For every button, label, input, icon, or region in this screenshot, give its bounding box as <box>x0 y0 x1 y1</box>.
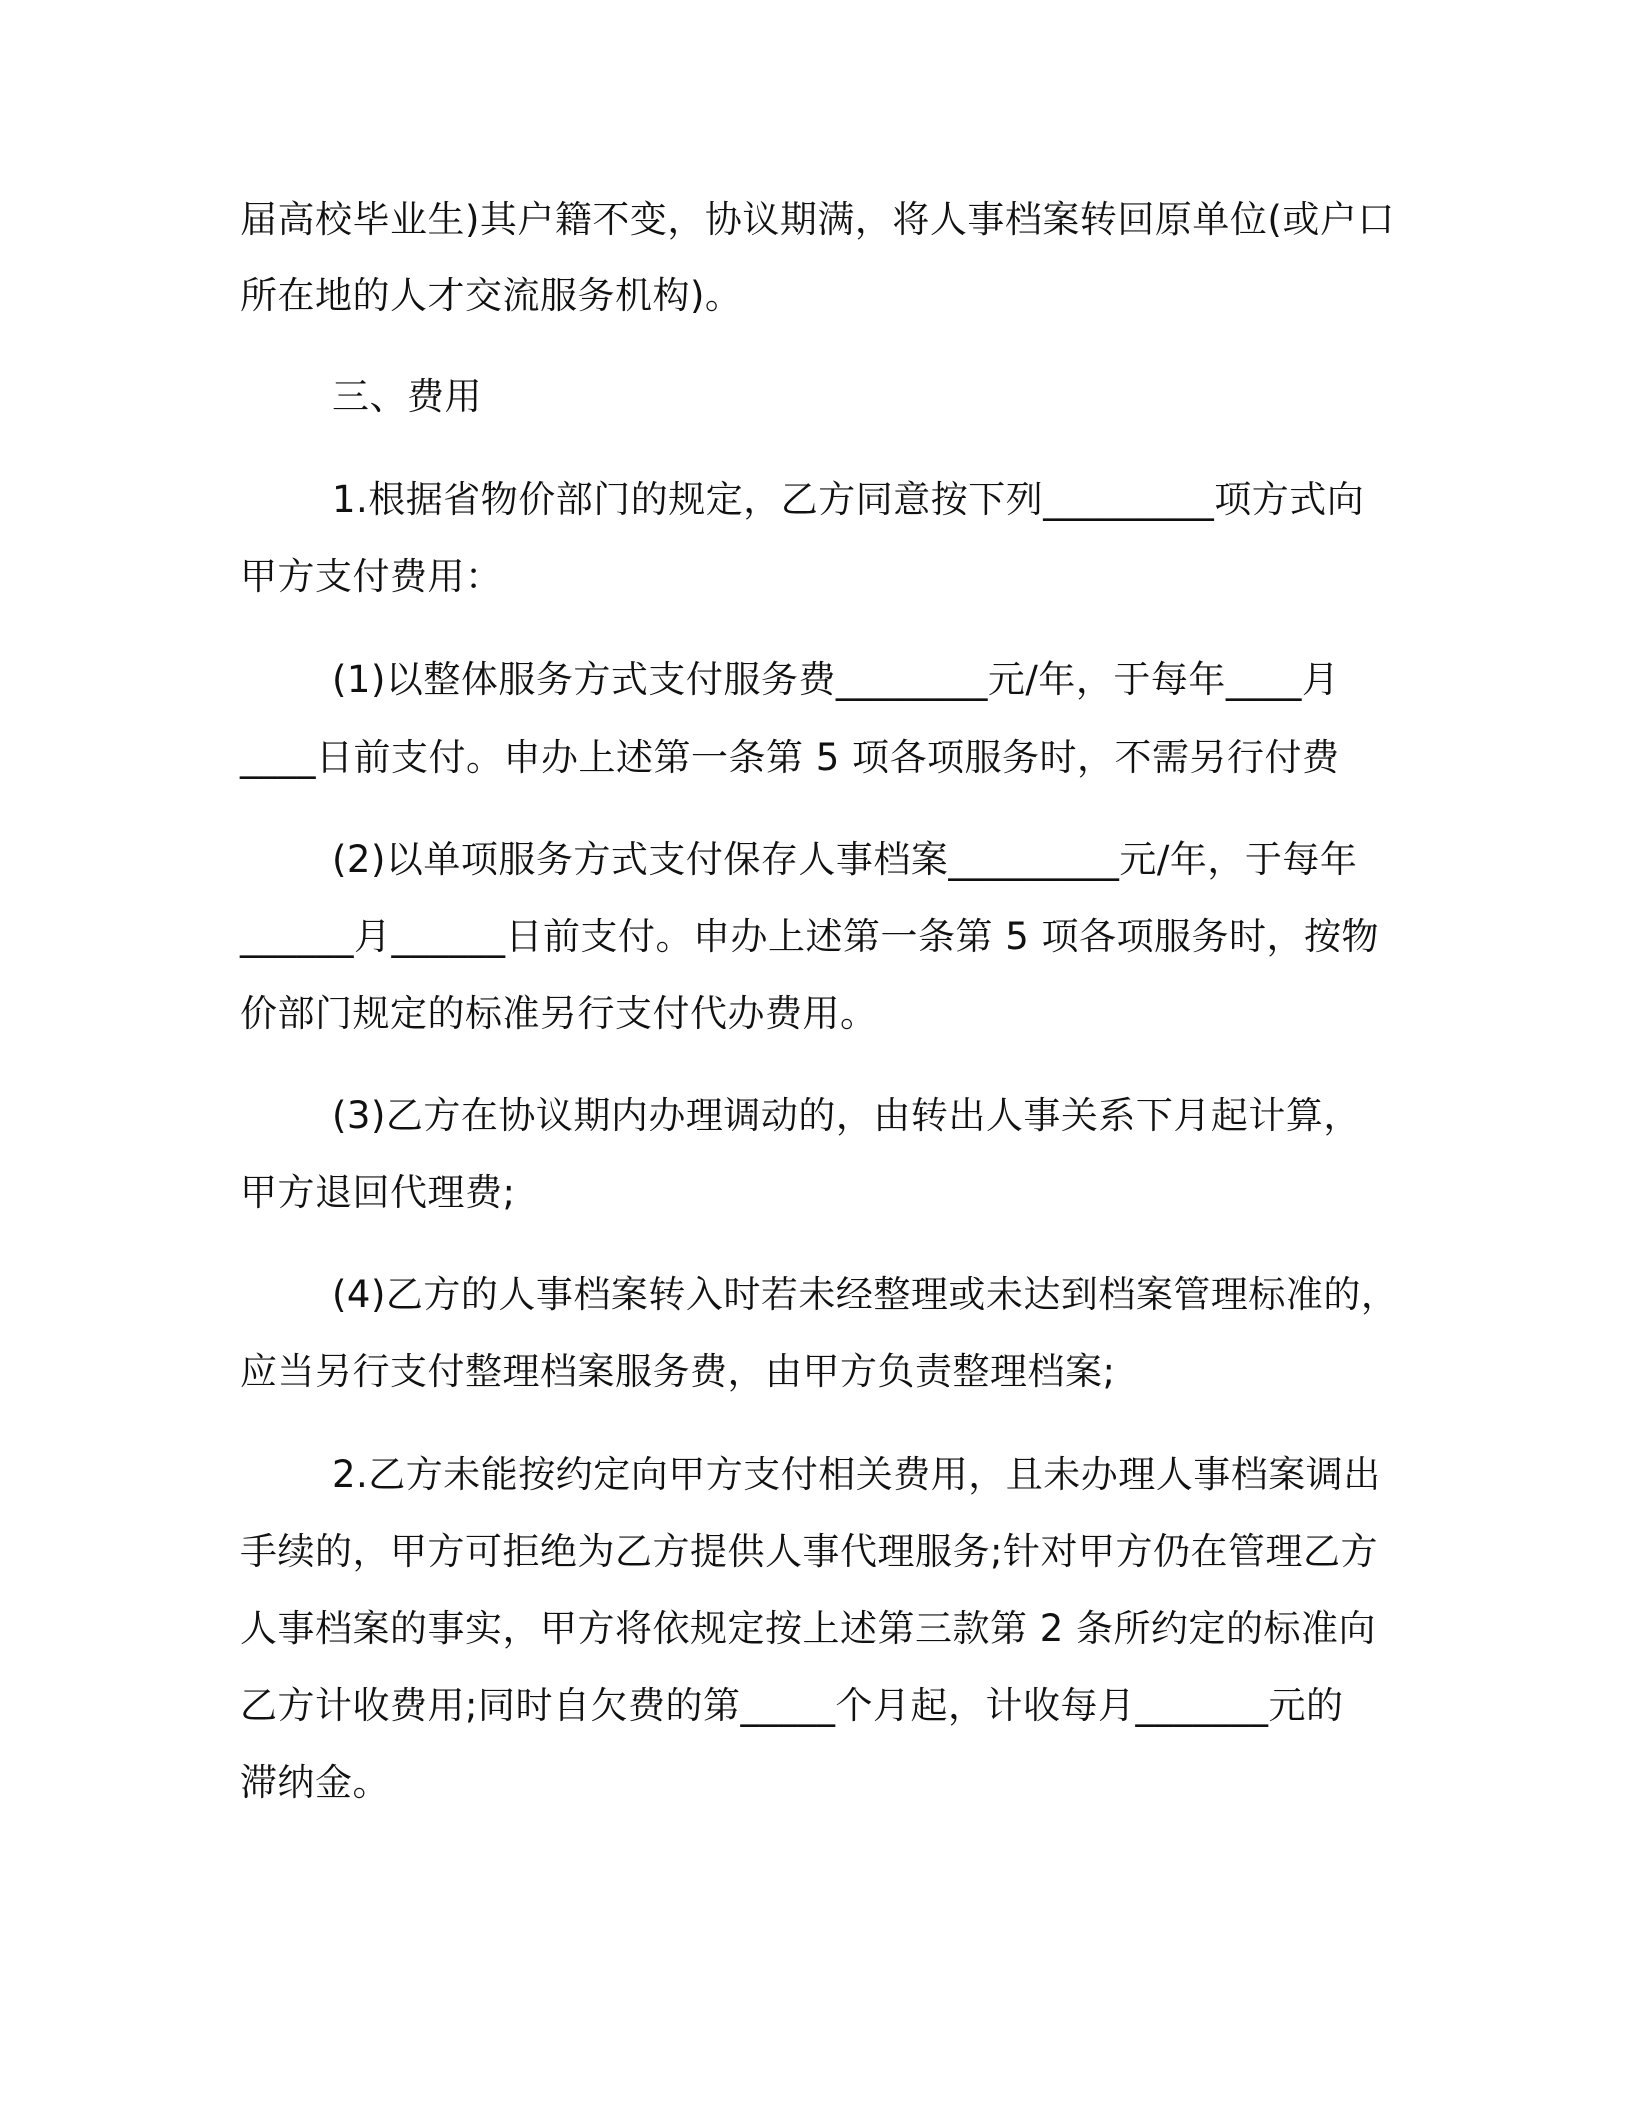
item-2-line-3: 价部门规定的标准另行支付代办费用。 <box>240 992 878 1035</box>
item-2-line-2: ______月______日前支付。申办上述第一条第 5 项各项服务时，按物 <box>240 915 1380 958</box>
item-2-line-1: (2)以单项服务方式支付保存人事档案_________元/年，于每年 <box>332 838 1358 881</box>
text-line-2: 所在地的人才交流服务机构)。 <box>240 274 743 317</box>
item-3-line-1: (3)乙方在协议期内办理调动的，由转出人事关系下月起计算， <box>332 1094 1361 1137</box>
clause-2-line-2: 手续的，甲方可拒绝为乙方提供人事代理服务;针对甲方仍在管理乙方 <box>240 1530 1378 1573</box>
clause-2-line-5: 滞纳金。 <box>240 1761 390 1804</box>
item-3-line-2: 甲方退回代理费; <box>240 1171 516 1214</box>
text-line-1: 届高校毕业生)其户籍不变，协议期满，将人事档案转回原单位(或户口 <box>240 198 1395 241</box>
clause-2-line-4: 乙方计收费用;同时自欠费的第_____个月起，计收每月_______元的 <box>240 1684 1344 1727</box>
item-1-line-2: ____日前支付。申办上述第一条第 5 项各项服务时，不需另行付费 <box>240 736 1340 779</box>
item-4-line-1: (4)乙方的人事档案转入时若未经整理或未达到档案管理标准的， <box>332 1273 1399 1316</box>
item-1-line-1: (1)以整体服务方式支付服务费________元/年，于每年____月 <box>332 658 1340 701</box>
clause-2-line-3: 人事档案的事实，甲方将依规定按上述第三款第 2 条所约定的标准向 <box>240 1607 1377 1650</box>
section-heading-fees: 三、费用 <box>332 375 482 418</box>
clause-1-line-2: 甲方支付费用： <box>240 555 503 598</box>
item-4-line-2: 应当另行支付整理档案服务费，由甲方负责整理档案; <box>240 1350 1116 1393</box>
clause-2-line-1: 2.乙方未能按约定向甲方支付相关费用，且未办理人事档案调出 <box>332 1453 1381 1496</box>
clause-1-line-1: 1.根据省物价部门的规定，乙方同意按下列_________项方式向 <box>332 478 1365 521</box>
